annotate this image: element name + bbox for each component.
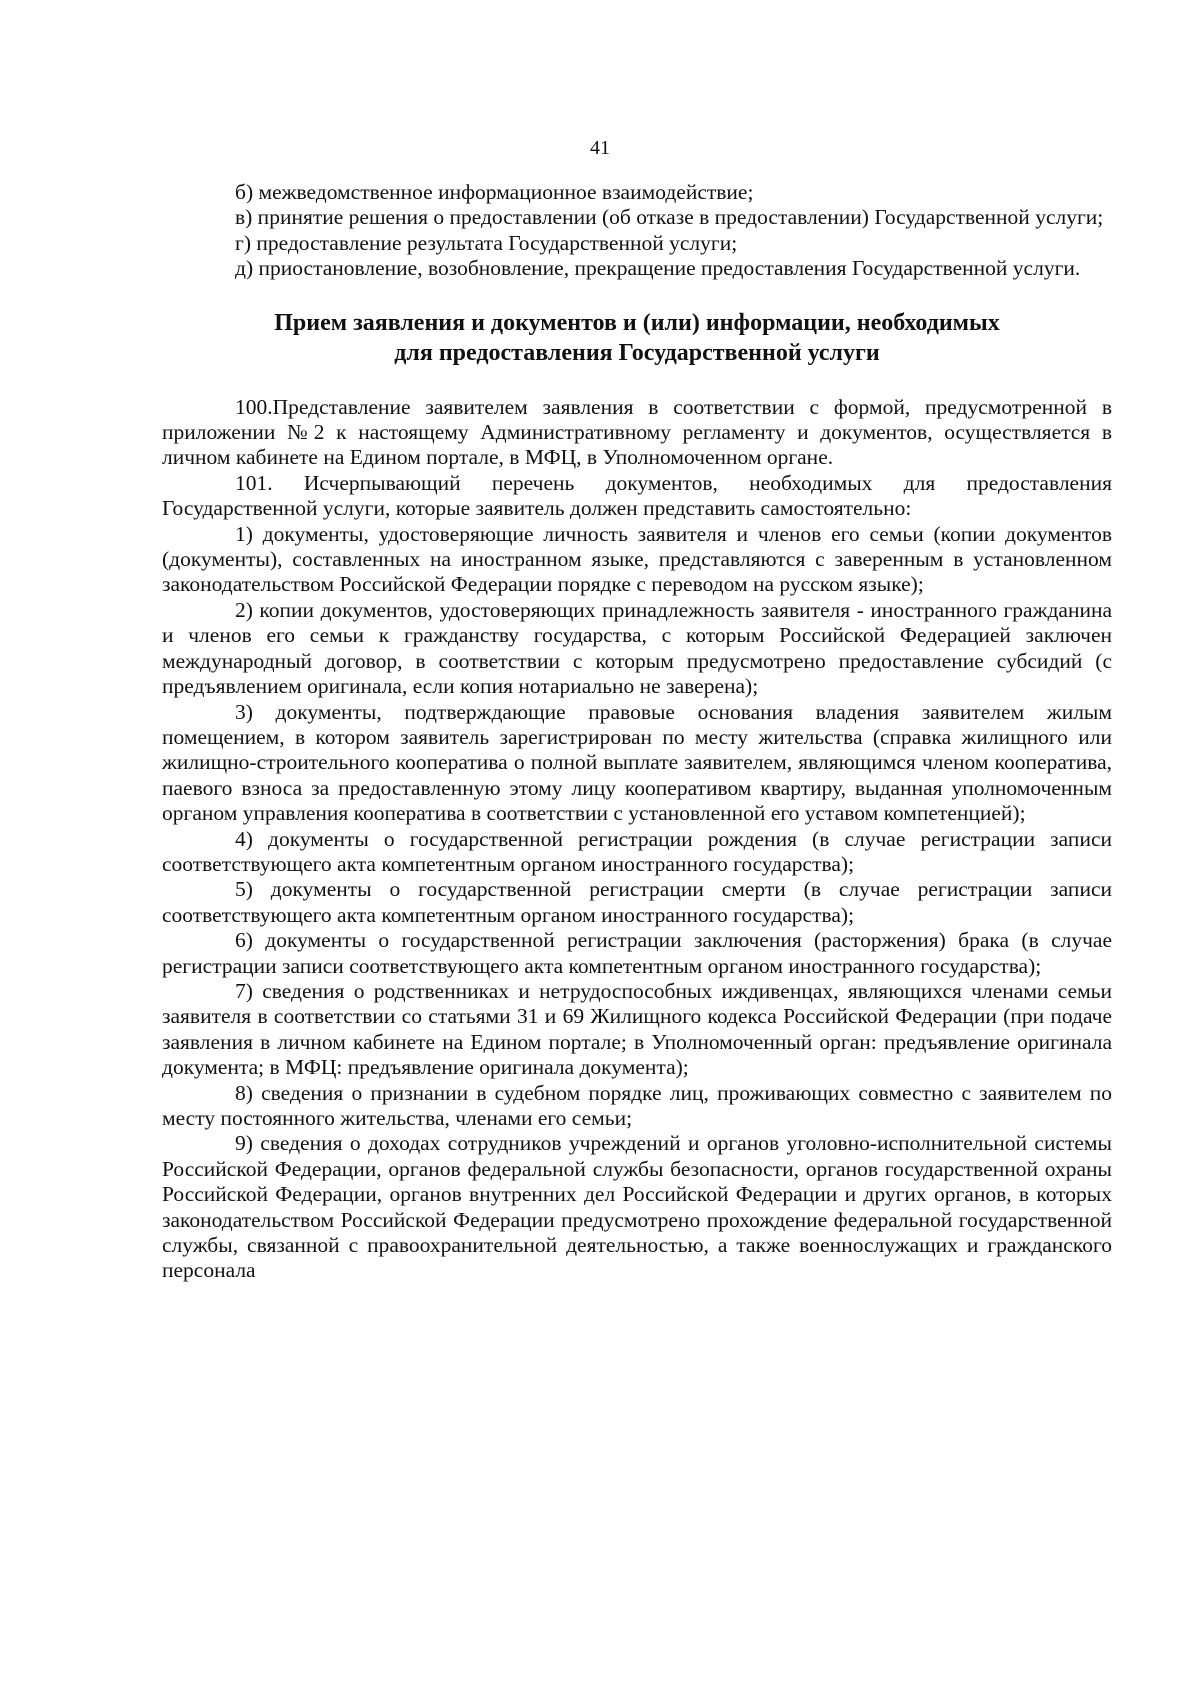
list-item-1: 1) документы, удостоверяющие личность заявителя и членов его семьи (копии документов (документы), составленных на иностранном языке, представляются с заверенным в установленном законодательством Российской Федерации порядке с переводом на русском языке); (162, 521, 1112, 597)
section-heading-line-2: для предоставления Государственной услуги (394, 339, 880, 366)
list-item-3: 3) документы, подтверждающие правовые основания владения заявителем жилым помещением, в котором заявитель зарегистрирован по месту жительства (справка жилищного или жилищно-строительного кооператива о полной выплате заявителем, являющимся членом кооператива, паевого взноса за предоставленную этому лицу кооперативом квартиру, выданная уполномоченным органом управления кооператива в соответствии с установленной его уставом компетенцией); (162, 699, 1112, 826)
list-item-b: б) межведомственное информационное взаимодействие; (235, 180, 754, 204)
list-item-8: 8) сведения о признании в судебном порядке лиц, проживающих совместно с заявителем по месту постоянного жительства, членами его семьи; (162, 1080, 1112, 1130)
list-item-9: 9) сведения о доходах сотрудников учреждений и органов уголовно-исполнительной системы Российской Федерации, органов федеральной службы безопасности, органов государственной охраны Российской Федерации, органов внутренних дел Российской Федерации и других органов, в которых законодательством Российской Федерации предусмотрено прохождение федеральной государственной службы, связанной с правоохранительной деятельностью, а также военнослужащих и гражданского персонала (162, 1131, 1112, 1283)
list-item-v: в) принятие решения о предоставлении (об отказе в предоставлении) Государственной услуги; (235, 205, 1104, 230)
list-item-2: 2) копии документов, удостоверяющих принадлежность заявителя - иностранного гражданина и членов его семьи к гражданству государства, с которым Российской Федерацией заключен международный договор, в соответствии с которым предусмотрено предоставление субсидий (с предъявлением оригинала, если копия нотариально не заверена); (162, 597, 1112, 699)
paragraph-101: 101. Исчерпывающий перечень документов, необходимых для предоставления Государственной услуги, которые заявитель должен представить самостоятельно: (162, 470, 1112, 521)
list-item-g: г) предоставление результата Государственной услуги; (235, 230, 738, 255)
section-heading (162, 308, 1112, 368)
list-item-4: 4) документы о государственной регистрации рождения (в случае регистрации записи соответствующего акта компетентным органом иностранного государства); (162, 826, 1112, 876)
document-body (162, 180, 1112, 1284)
list-item-7: 7) сведения о родственниках и нетрудоспособных иждивенцах, являющихся членами семьи заявителя в соответствии со статьями 31 и 69 Жилищного кодекса Российской Федерации (при подаче заявления в личном кабинете на Едином портале; в Уполномоченный орган: предъявление оригинала документа; в МФЦ: предъявление оригинала документа); (162, 978, 1112, 1080)
paragraph-100: 100.Представление заявителем заявления в соответствии с формой, предусмотренной в приложении №2 к настоящему Административному регламенту и документов, осуществляется в личном кабинете на Едином портале, в МФЦ, в Уполномоченном органе. (162, 394, 1112, 470)
list-item-6: 6) документы о государственной регистрации заключения (расторжения) брака (в случае регистрации записи соответствующего акта компетентным органом иностранного государства); (162, 928, 1112, 978)
section-heading-line-1: Прием заявления и документов и (или) информации, необходимых (274, 309, 1000, 336)
list-item-d: д) приостановление, возобновление, прекращение предоставления Государственной услуги. (235, 256, 1081, 281)
page-number: 41 (590, 137, 610, 159)
list-item-5: 5) документы о государственной регистрации смерти (в случае регистрации записи соответствующего акта компетентным органом иностранного государства); (162, 877, 1112, 927)
